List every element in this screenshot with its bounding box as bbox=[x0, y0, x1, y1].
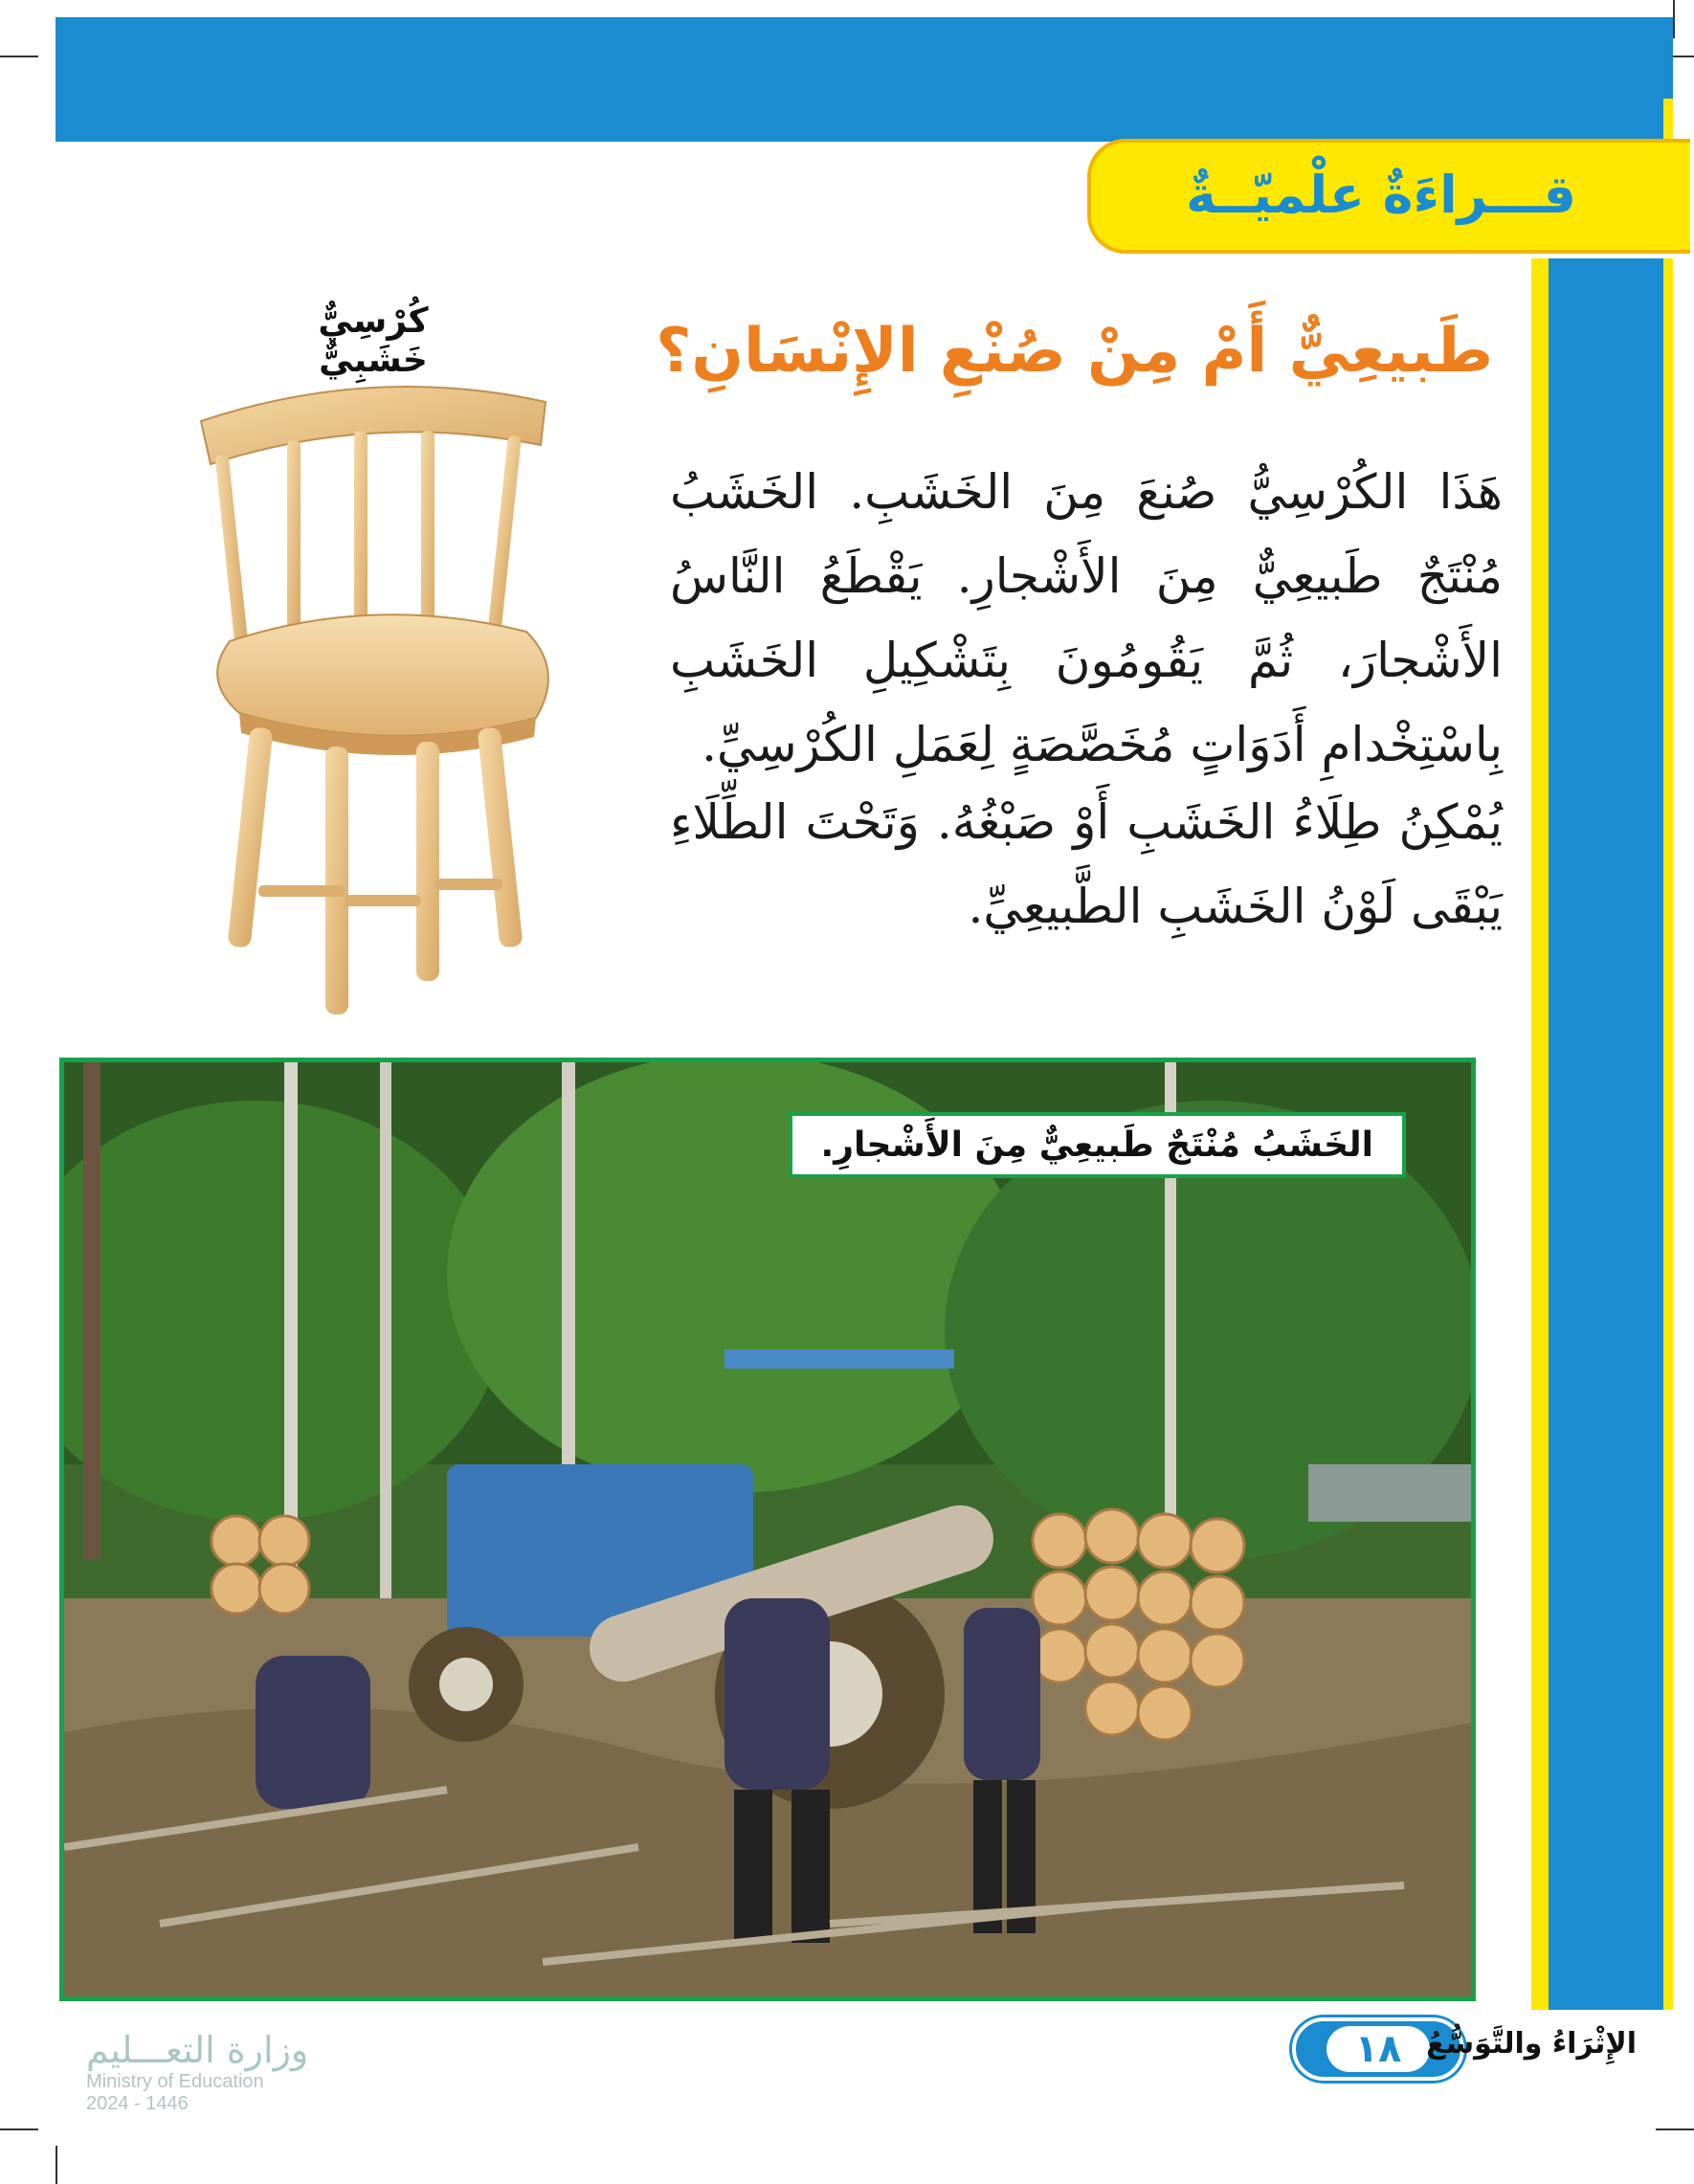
footer-section-label: الإِثْرَاءُ والتَّوَسُّعُ bbox=[1426, 2027, 1637, 2061]
side-yellow-stripe bbox=[1531, 258, 1549, 2010]
wooden-chair-image bbox=[182, 354, 565, 1024]
section-title: قـــراءَةٌ علْميّــةٌ bbox=[1186, 164, 1576, 225]
page-number: ١٨ bbox=[1326, 2026, 1431, 2072]
side-yellow-edge bbox=[1663, 258, 1673, 2010]
article-paragraph-2: يُمْكِنُ طِلَاءُ الخَشَبِ أَوْ صَبْغُهُ. وَتَحْتَ الطِّلَاءِ يَبْقَى لَوْنُ الخَشَبِ الطَّبيعِيِّ. bbox=[670, 794, 1503, 934]
side-band bbox=[1531, 258, 1673, 2010]
ministry-name-english: Ministry of Education bbox=[86, 2071, 264, 2092]
crop-mark bbox=[0, 56, 38, 57]
crop-mark bbox=[1656, 2128, 1694, 2130]
article-heading: طَبيعِيٌّ أَمْ مِنْ صُنْعِ الإِنْسَانِ؟ bbox=[656, 316, 1493, 387]
ministry-name-arabic: وزارة التعـــليم bbox=[86, 2029, 309, 2071]
logging-photo bbox=[59, 1058, 1476, 2001]
photo-caption: الخَشَبُ مُنْتَجٌ طَبيعِيٌّ مِنَ الأَشْجارِ. bbox=[789, 1112, 1406, 1178]
crop-mark bbox=[1673, 0, 1675, 38]
section-tab bbox=[1087, 139, 1690, 254]
header-yellow-stripe bbox=[1663, 99, 1673, 142]
article-paragraph-1: هَذَا الكُرْسِيُّ صُنعَ مِنَ الخَشَبِ. الخَشَبُ مُنْتَجٌ طَبيعِيٌّ مِنَ الأَشْجارِ. يَقْطَعُ النَّاسُ الأَشْجارَ، ثُمَّ يَقُومُونَ بِتَشْكِيلِ الخَشَبِ بِاسْتِخْدامِ أَدَوَاتٍ مُخَصَّصَةٍ لِعَمَلِ الكُرْسِيِّ. bbox=[670, 464, 1503, 772]
header-band bbox=[56, 17, 1673, 142]
edition-year: 2024 - 1446 bbox=[86, 2093, 189, 2114]
logging-scene-illustration bbox=[64, 1062, 1471, 1996]
crop-mark bbox=[56, 2146, 57, 2184]
page-footer bbox=[1292, 2017, 1637, 2084]
chair-caption: كُرْسِيٌّ خَشَبِيٌّ bbox=[318, 301, 429, 380]
crop-mark bbox=[0, 2128, 38, 2130]
ministry-logo bbox=[86, 2029, 308, 2115]
